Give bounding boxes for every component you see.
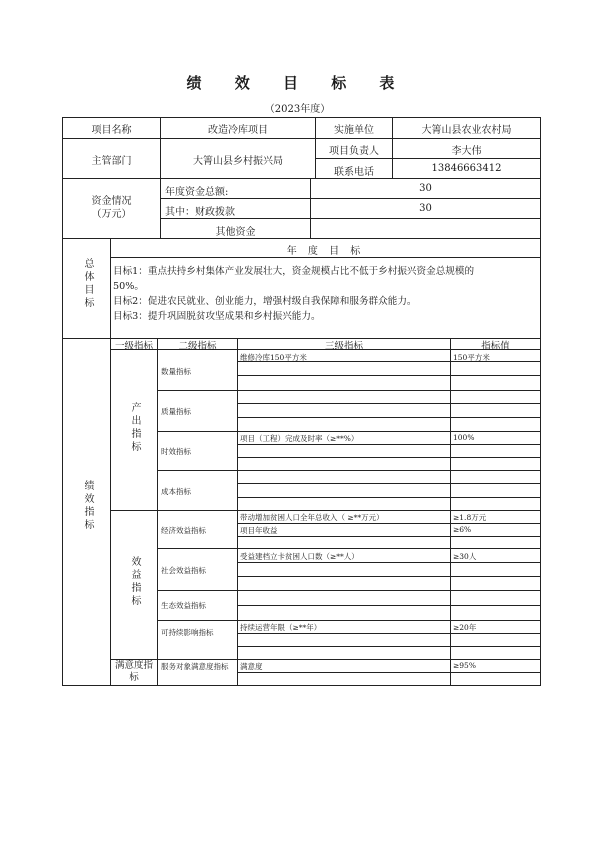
goal-1: 目标1：重点扶持乡村集体产业发展壮大，资金规模占比不低于乡村振兴资金总规模的 <box>113 266 475 277</box>
funds-other-label: 其他资金 <box>215 227 256 238</box>
ecological-label: 生态效益指标 <box>161 601 206 610</box>
project-name-value: 改造冷库项目 <box>208 125 268 136</box>
satisfaction-label: 满意度指标 <box>114 660 153 683</box>
dept-label: 主管部门 <box>91 156 132 167</box>
phone-label: 联系电话 <box>334 167 374 178</box>
goals-header: 年 度 目 标 <box>286 246 365 257</box>
row-econ-1: 带动增加贫困人口全年总收入（ ≥**万元） <box>240 513 384 522</box>
row-satisfaction: 满意度 <box>240 662 263 671</box>
cost-label: 成本指标 <box>161 487 191 496</box>
goal-2: 目标2：促进农民就业、创业能力，增强村级自我保障和服务群众能力。 <box>113 296 417 307</box>
value-econ-1: ≥1.8万元 <box>453 513 487 522</box>
service-satisfaction-label: 服务对象满意度指标 <box>161 662 229 671</box>
economic-label: 经济效益指标 <box>161 526 206 535</box>
quantity-label: 数量指标 <box>161 367 191 376</box>
funds-total-value: 30 <box>419 183 432 194</box>
col-level2: 二级指标 <box>178 341 217 352</box>
row-econ-2: 项目年收益 <box>240 526 278 535</box>
leader-label: 项目负责人 <box>329 146 379 157</box>
goals-side-label: 总体目标 <box>82 258 93 310</box>
benefit-label: 效益指标 <box>129 556 140 608</box>
year-label: （2023年度） <box>264 104 331 115</box>
row-quantity: 维修冷库150平方米 <box>240 353 307 362</box>
col-level1: 一级指标 <box>114 341 153 352</box>
value-social: ≥30人 <box>453 552 477 561</box>
value-econ-2: ≥6% <box>453 525 472 534</box>
row-social: 受益建档立卡贫困人口数（≥**人） <box>240 552 359 561</box>
sustainable-label: 可持续影响指标 <box>161 628 214 637</box>
value-quantity: 150平方米 <box>453 353 490 362</box>
impl-unit-label: 实施单位 <box>334 125 374 136</box>
value-sustainable: ≥20年 <box>453 623 477 632</box>
col-level3: 三级指标 <box>324 341 363 352</box>
social-label: 社会效益指标 <box>161 566 206 575</box>
leader-value: 李大伟 <box>451 146 482 157</box>
goal-3: 目标3：提升巩固脱贫攻坚成果和乡村振兴能力。 <box>113 311 321 322</box>
funds-total-label: 年度资金总额: <box>165 187 229 198</box>
funds-fiscal-label: 其中：财政拨款 <box>165 207 235 218</box>
goal-1-cont: 50%。 <box>113 281 144 292</box>
page-title: 绩 效 目 标 表 <box>186 74 409 92</box>
phone-value: 13846663412 <box>431 163 502 174</box>
project-name-label: 项目名称 <box>91 125 132 136</box>
value-timeliness: 100% <box>453 433 475 442</box>
perf-side-label: 绩效指标 <box>82 480 93 532</box>
impl-unit-value: 大箐山县农业农村局 <box>421 125 512 136</box>
output-label: 产出指标 <box>129 402 140 454</box>
col-value: 指标值 <box>481 341 510 352</box>
funds-fiscal-value: 30 <box>419 203 432 214</box>
timeliness-label: 时效指标 <box>161 447 191 456</box>
row-timeliness: 项目（工程）完成及时率（≥**%） <box>240 434 359 443</box>
funds-label: 资金情况 （万元） <box>91 196 132 220</box>
row-sustainable: 持续运营年限（≥**年） <box>240 623 322 632</box>
dept-value: 大箐山县乡村振兴局 <box>193 156 283 167</box>
quality-label: 质量指标 <box>161 407 191 416</box>
value-satisfaction: ≥95% <box>453 661 476 670</box>
